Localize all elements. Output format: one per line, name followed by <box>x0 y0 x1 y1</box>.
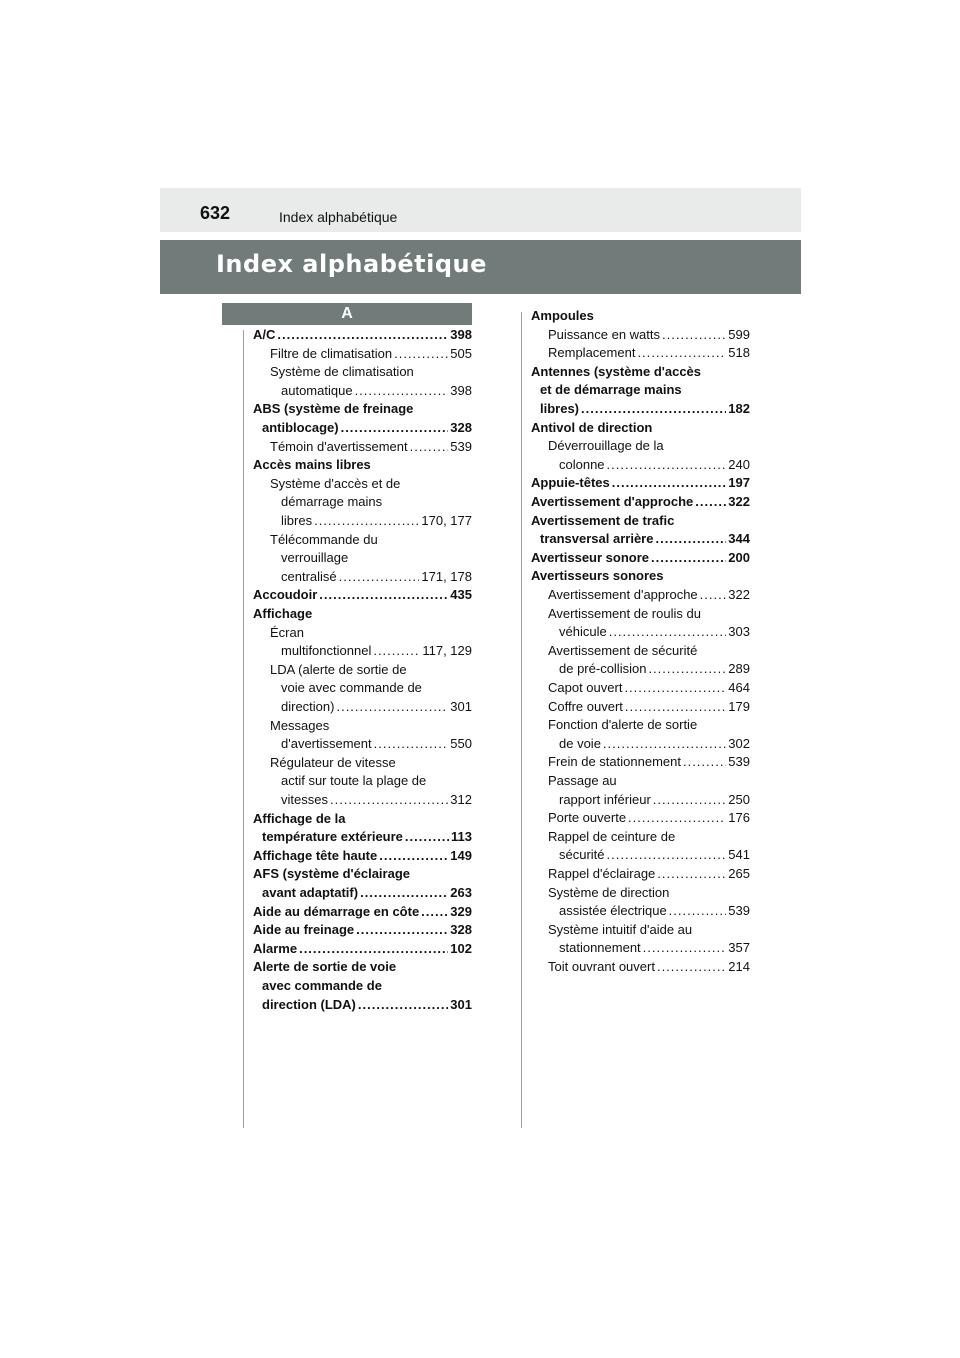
page-reference: 328 <box>450 420 472 435</box>
index-entry-line: Affichage <box>253 606 313 621</box>
index-term: Avertissement d'approche <box>548 587 698 602</box>
index-term: transversal arrière <box>540 531 654 547</box>
dot-leader <box>607 847 727 863</box>
index-entry-line: Accès mains libres <box>253 457 371 473</box>
index-term: libres) <box>540 401 580 416</box>
index-term: Rappel d'éclairage <box>548 866 656 881</box>
index-entry-term <box>253 904 472 920</box>
index-entry-term <box>253 922 472 938</box>
page-reference: 541 <box>728 847 750 863</box>
page-reference: 344 <box>728 531 750 547</box>
index-entry-line: Système de direction <box>548 884 670 900</box>
index-entry-term <box>270 346 472 362</box>
index-entry-line: verrouillage <box>281 550 349 566</box>
index-entry-line: et de démarrage mains <box>540 382 682 398</box>
page-reference: 301 <box>450 699 472 714</box>
index-entry-term <box>253 587 472 603</box>
index-entry-term <box>559 661 750 677</box>
index-entry-line: Fonction d'alerte de sortie <box>548 717 698 733</box>
index-entry-line: voie avec commande de <box>281 680 422 696</box>
page-reference: 539 <box>728 754 750 770</box>
index-term: Aide au freinage <box>253 922 355 938</box>
index-term: Aide au démarrage en côte <box>253 903 420 919</box>
page-reference: 518 <box>728 345 750 361</box>
dot-leader <box>662 327 726 343</box>
dot-leader <box>341 420 449 436</box>
page-reference: 539 <box>450 438 472 454</box>
index-term: colonne <box>559 456 605 472</box>
index-term: de pré-collision <box>559 661 647 677</box>
page-reference: 240 <box>728 456 750 472</box>
index-term: Accoudoir <box>253 587 318 603</box>
dot-leader <box>581 401 726 417</box>
index-term: automatique <box>281 382 353 398</box>
index-term: direction (LDA) <box>262 996 356 1012</box>
index-entry-term <box>540 531 750 547</box>
index-entry-term <box>559 792 750 808</box>
index-entry-term <box>548 866 750 882</box>
page-reference: 464 <box>728 680 750 695</box>
page-reference: 113 <box>451 829 472 845</box>
dot-leader <box>360 885 448 901</box>
dot-leader <box>339 569 420 585</box>
index-entry-term <box>281 383 472 399</box>
dot-leader <box>314 513 419 529</box>
page-reference: 329 <box>450 903 472 919</box>
index-entry-term <box>253 848 472 864</box>
index-entry-term <box>253 327 472 343</box>
dot-leader <box>379 848 448 864</box>
dot-leader <box>695 494 726 510</box>
page-reference: 265 <box>728 866 750 881</box>
index-entry-term <box>559 847 750 863</box>
dot-leader <box>683 754 726 770</box>
dot-leader <box>421 904 448 920</box>
index-entry-term <box>559 736 750 752</box>
index-entry-term <box>548 810 750 826</box>
index-term: Remplacement <box>548 345 636 361</box>
index-entry-line: Affichage de la <box>253 810 346 826</box>
index-entry-line: LDA (alerte de sortie de <box>270 661 407 677</box>
index-term: Coffre ouvert <box>548 698 623 714</box>
page-reference: 550 <box>450 736 472 752</box>
dot-leader <box>669 903 727 919</box>
index-term: centralisé <box>281 568 337 584</box>
dot-leader <box>405 829 449 845</box>
index-term: Avertissement d'approche <box>531 494 694 509</box>
index-entry-line: Régulateur de vitesse <box>270 754 396 770</box>
index-term: Alarme <box>253 940 298 956</box>
index-entry-line: Télécommande du <box>270 531 378 547</box>
index-term: d'avertissement <box>281 736 372 752</box>
page-reference: 182 <box>728 401 750 416</box>
dot-leader <box>607 457 727 473</box>
index-entry-term <box>281 792 472 808</box>
index-term: véhicule <box>559 624 607 640</box>
index-term: Porte ouverte <box>548 810 627 826</box>
index-entry-line: avec commande de <box>262 978 382 993</box>
dot-leader <box>648 661 726 677</box>
index-entry-term <box>281 736 472 752</box>
index-entry-term <box>548 699 750 715</box>
dot-leader <box>277 327 448 343</box>
index-entry-line: Rappel de ceinture de <box>548 828 676 844</box>
dot-leader <box>655 531 726 547</box>
page-reference: 303 <box>728 624 750 640</box>
index-entry-line: Système de climatisation <box>270 364 414 380</box>
index-term: Appuie-têtes <box>531 475 610 491</box>
dot-leader <box>394 346 448 362</box>
index-entry-term <box>548 680 750 696</box>
index-term: direction) <box>281 699 335 714</box>
dot-leader <box>625 699 726 715</box>
index-entry-term <box>262 420 472 436</box>
page-reference: 117, 129 <box>422 643 472 659</box>
dot-leader <box>657 959 726 975</box>
index-entry-line: Avertisseurs sonores <box>531 568 664 584</box>
right-column-rule <box>521 312 522 1128</box>
index-entry-line: Avertissement de roulis du <box>548 605 701 621</box>
index-entry-term <box>548 327 750 343</box>
index-entry-line: Ampoules <box>531 308 594 323</box>
index-entry-term <box>531 494 750 510</box>
index-entry-term <box>559 457 750 473</box>
index-entry-term <box>548 959 750 975</box>
index-entry-line: Antennes (système d'accès <box>531 363 702 379</box>
index-term: Témoin d'avertissement <box>270 438 408 454</box>
page-reference: 301 <box>450 996 472 1012</box>
index-term: Affichage tête haute <box>253 847 378 863</box>
dot-leader <box>624 680 726 696</box>
index-entry-term <box>262 885 472 901</box>
dot-leader <box>628 810 726 826</box>
index-entry-line: Système d'accès et de <box>270 475 401 491</box>
header-bar <box>160 188 801 232</box>
dot-leader <box>355 383 449 399</box>
index-entry-term <box>559 903 750 919</box>
index-term: Frein de stationnement <box>548 754 681 770</box>
index-entry-line: ABS (système de freinage <box>253 401 414 417</box>
index-entry-line: Écran <box>270 624 304 640</box>
index-entry-line: Passage au <box>548 773 617 788</box>
left-column-rule <box>243 330 244 1128</box>
index-entry-term <box>531 550 750 566</box>
index-term: A/C <box>253 327 276 342</box>
page-reference: 214 <box>728 959 750 974</box>
dot-leader <box>637 345 726 361</box>
index-entry-term <box>531 475 750 491</box>
page-reference: 435 <box>450 587 472 603</box>
index-entry-line: Antivol de direction <box>531 419 653 435</box>
dot-leader <box>612 475 727 491</box>
page-reference: 302 <box>728 735 750 751</box>
page-reference: 171, 178 <box>421 568 472 584</box>
index-term: assistée électrique <box>559 903 667 919</box>
page-title: Index alphabétique <box>216 250 487 278</box>
dot-leader <box>330 792 448 808</box>
index-entry-line: Déverrouillage de la <box>548 438 664 454</box>
dot-leader <box>358 997 448 1013</box>
index-entry-term <box>253 941 472 957</box>
dot-leader <box>410 439 449 455</box>
index-entry-term <box>559 624 750 640</box>
index-term: Avertisseur sonore <box>531 549 650 565</box>
index-entry-line: Alerte de sortie de voie <box>253 959 397 975</box>
index-entry-term <box>281 569 472 585</box>
index-term: multifonctionnel <box>281 643 372 659</box>
dot-leader <box>299 941 448 957</box>
page-reference: 200 <box>728 549 750 565</box>
dot-leader <box>374 736 449 752</box>
index-entry-line: Avertissement de sécurité <box>548 642 698 658</box>
index-term: sécurité <box>559 847 605 863</box>
index-term: avant adaptatif) <box>262 885 359 900</box>
index-entry-term <box>281 513 472 529</box>
dot-leader <box>657 866 726 882</box>
page-reference: 250 <box>728 791 750 807</box>
index-term: vitesses <box>281 792 328 807</box>
page-reference: 328 <box>450 922 472 938</box>
dot-leader <box>643 940 727 956</box>
index-entry-term <box>548 345 750 361</box>
page-reference: 289 <box>728 661 750 677</box>
index-term: libres <box>281 513 313 528</box>
index-entry-term <box>262 829 472 845</box>
dot-leader <box>373 643 420 659</box>
dot-leader <box>609 624 727 640</box>
index-entry-line: AFS (système d'éclairage <box>253 866 410 882</box>
index-term: stationnement <box>559 940 641 956</box>
dot-leader <box>651 550 726 566</box>
index-entry-term <box>548 754 750 770</box>
index-entry-line: Messages <box>270 717 330 733</box>
page-reference: 176 <box>728 810 750 826</box>
dot-leader <box>700 587 727 603</box>
page-reference: 322 <box>728 587 750 602</box>
index-entry-term <box>281 699 472 715</box>
section-letter: A <box>222 303 472 325</box>
page-reference: 197 <box>728 475 750 491</box>
index-entry-term <box>281 643 472 659</box>
page-reference: 102 <box>450 940 472 956</box>
index-term: de voie <box>559 735 601 751</box>
dot-leader <box>336 699 448 715</box>
index-entry-term <box>559 940 750 956</box>
page-reference: 539 <box>728 903 750 919</box>
index-term: rapport inférieur <box>559 791 651 807</box>
index-entry-line: Système intuitif d'aide au <box>548 921 693 937</box>
index-term: antiblocage) <box>262 420 339 435</box>
index-entry-term <box>262 997 472 1013</box>
page-reference: 263 <box>450 885 472 900</box>
page-reference: 599 <box>728 326 750 342</box>
dot-leader <box>319 587 448 603</box>
index-entry-term <box>540 401 750 417</box>
index-term: Puissance en watts <box>548 326 661 342</box>
page-reference: 505 <box>450 345 472 361</box>
dot-leader <box>356 922 448 938</box>
index-entry-line: actif sur toute la plage de <box>281 773 427 789</box>
index-term: Capot ouvert <box>548 680 623 695</box>
index-entry-line: Avertissement de trafic <box>531 512 675 528</box>
page-reference: 357 <box>728 940 750 956</box>
page-reference: 322 <box>728 494 750 509</box>
index-term: température extérieure <box>262 829 403 845</box>
index-term: Toit ouvrant ouvert <box>548 959 655 974</box>
page-reference: 398 <box>450 327 472 342</box>
index-term: Filtre de climatisation <box>270 345 393 361</box>
page-number: 632 <box>200 203 231 223</box>
page-reference: 179 <box>728 698 750 714</box>
page-reference: 398 <box>450 382 472 398</box>
index-entry-term <box>548 587 750 603</box>
index-entry-term <box>270 439 472 455</box>
dot-leader <box>653 792 727 808</box>
page-reference: 149 <box>450 847 472 863</box>
dot-leader <box>603 736 726 752</box>
running-title: Index alphabétique <box>279 209 398 225</box>
page-reference: 312 <box>450 792 472 807</box>
index-entry-line: démarrage mains <box>281 494 383 510</box>
page-reference: 170, 177 <box>421 513 472 528</box>
